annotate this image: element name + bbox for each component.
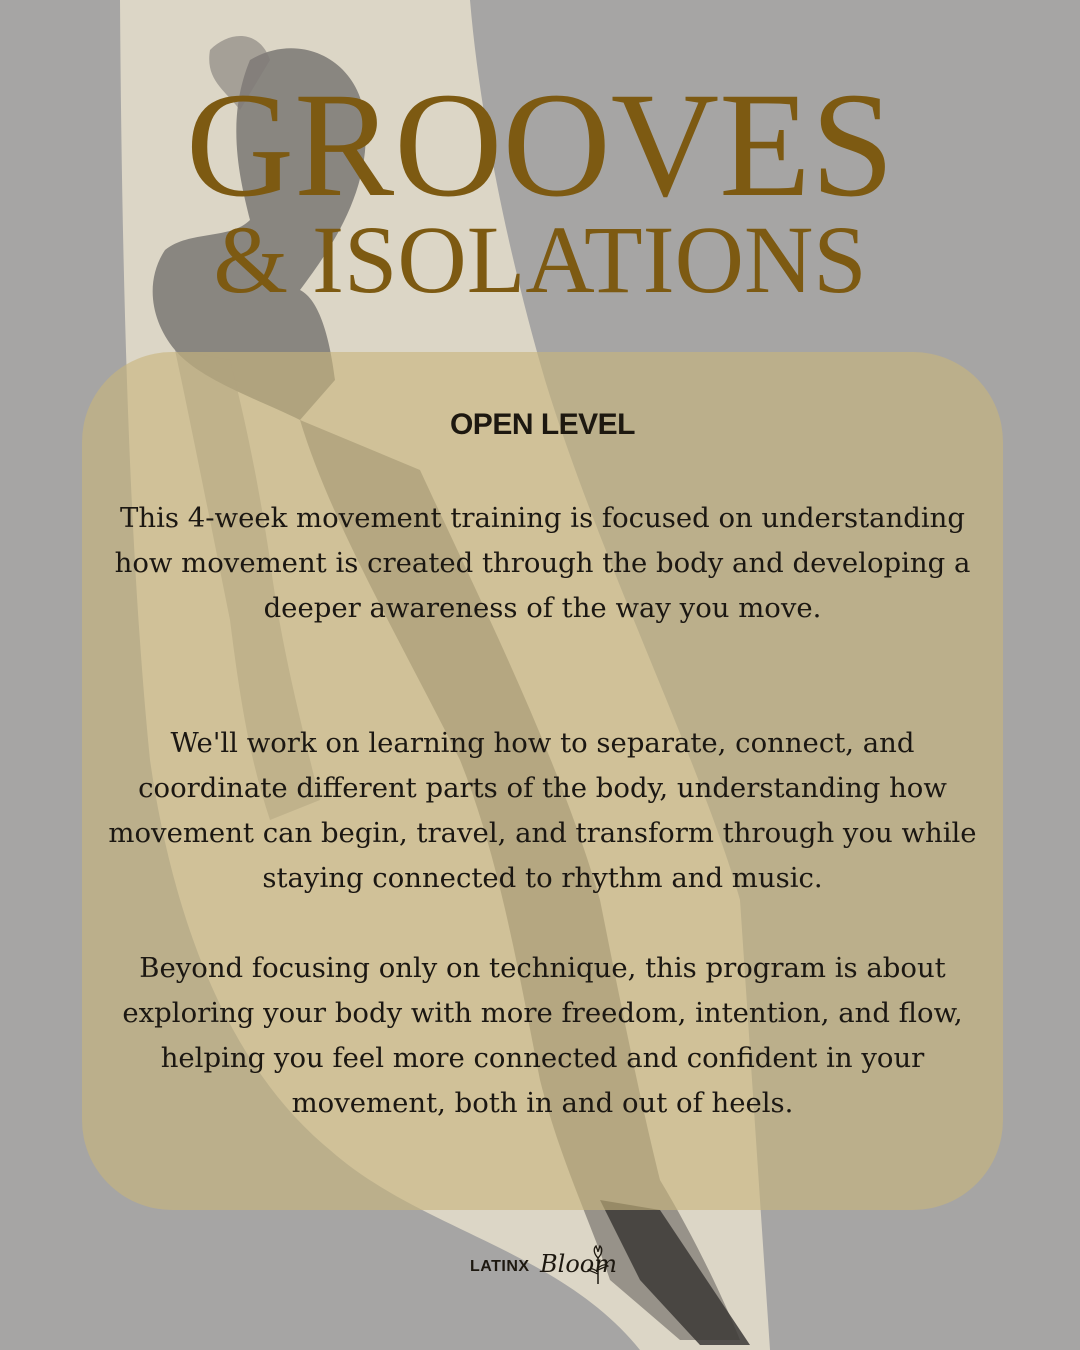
description-paragraph-1: This 4-week movement training is focused on understanding how movement is created through the body and developing a deeper awareness of the way you move. bbox=[114, 502, 971, 624]
title-line-2: & ISOLATIONS bbox=[213, 206, 867, 313]
description-paragraph-3: Beyond focusing only on technique, this program is about exploring your body with more freedom, intention, and flow, helping you feel more connected and confident in your movement, both in and out of heels. bbox=[122, 952, 963, 1119]
logo-text: LATINX bbox=[470, 1258, 530, 1275]
logo-script: Bloom bbox=[540, 1250, 617, 1278]
flower-icon bbox=[584, 1244, 612, 1288]
title-line-1: GROOVES bbox=[185, 62, 895, 228]
brand-logo bbox=[468, 1240, 618, 1290]
level-heading: OPEN LEVEL bbox=[449, 408, 636, 441]
description-paragraph-2: We'll work on learning how to separate, connect, and coordinate different parts of the body, understanding how movement can begin, travel, and transform through you while staying connected to rhythm and music. bbox=[108, 727, 977, 894]
